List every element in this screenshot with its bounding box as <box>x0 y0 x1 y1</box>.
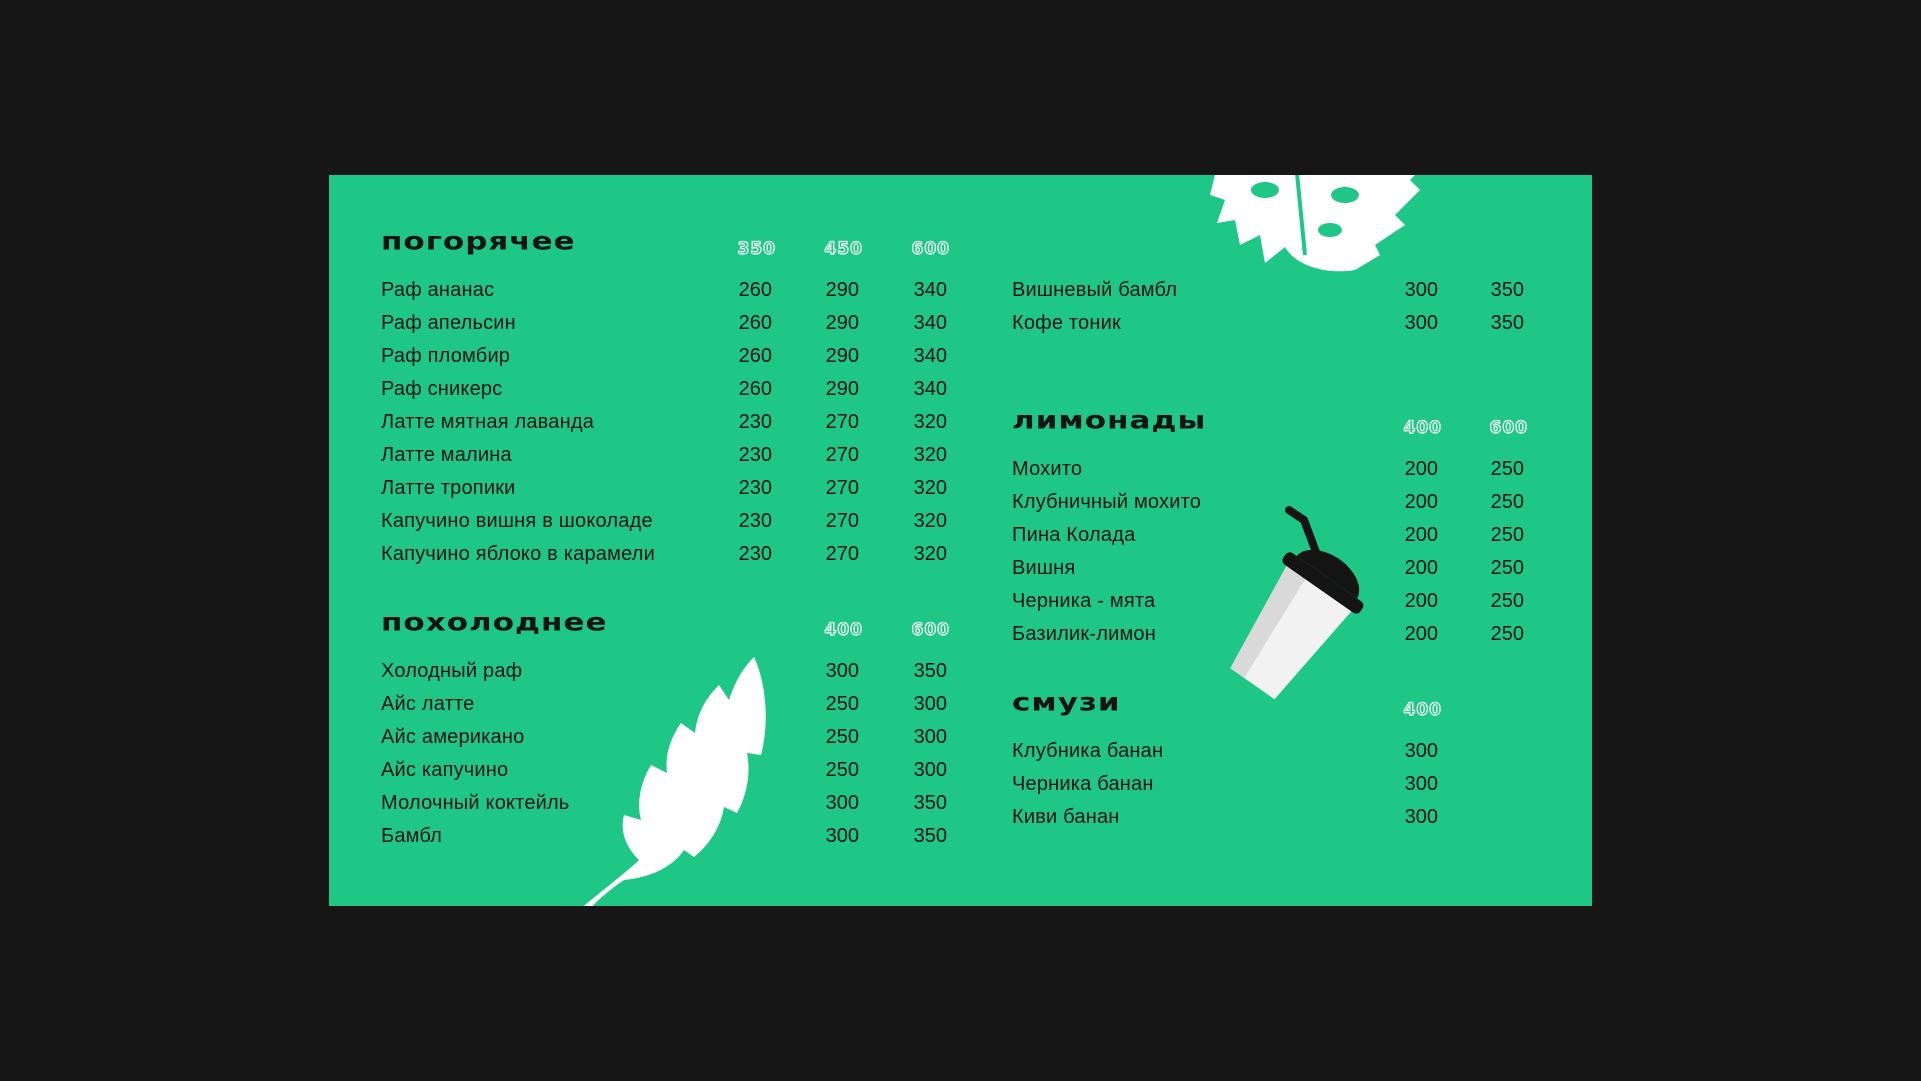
item-name: Клубничный мохито <box>1012 491 1202 513</box>
item-name: Кофе тоник <box>1012 312 1121 334</box>
item-price: 300 <box>913 693 947 715</box>
size-label: 400 <box>1403 418 1442 438</box>
menu-item <box>1012 740 1592 773</box>
item-name: Клубника банан <box>1012 740 1164 762</box>
section-header <box>1012 406 1592 446</box>
item-name: Мохито <box>1012 458 1083 480</box>
item-price: 300 <box>825 825 859 847</box>
item-name: Раф сникерс <box>381 378 503 400</box>
item-price: 320 <box>913 444 947 466</box>
item-price: 260 <box>738 378 772 400</box>
menu-item <box>381 345 971 378</box>
item-price: 350 <box>1490 312 1524 334</box>
menu-item <box>381 693 971 726</box>
item-price: 200 <box>1404 590 1438 612</box>
item-name: Капучино яблоко в карамели <box>381 543 655 565</box>
item-name: Айс латте <box>381 693 475 715</box>
menu-item <box>381 279 971 312</box>
item-price: 340 <box>913 279 947 301</box>
item-price: 300 <box>1404 312 1438 334</box>
section-title: погорячее <box>381 227 576 256</box>
item-name: Айс капучино <box>381 759 509 781</box>
menu-item <box>381 378 971 411</box>
item-price: 250 <box>825 759 859 781</box>
item-list <box>1012 279 1592 345</box>
section-title: лимонады <box>1012 406 1207 435</box>
item-name: Раф пломбир <box>381 345 511 367</box>
menu-item <box>381 477 971 510</box>
item-name: Киви банан <box>1012 806 1120 828</box>
menu-item <box>1012 312 1592 345</box>
item-price: 270 <box>825 477 859 499</box>
item-price: 340 <box>913 378 947 400</box>
item-price: 200 <box>1404 491 1438 513</box>
item-price: 200 <box>1404 524 1438 546</box>
item-price: 300 <box>913 726 947 748</box>
size-label: 400 <box>824 620 863 640</box>
menu-item <box>381 510 971 543</box>
section-lemonades <box>1012 406 1592 656</box>
item-price: 300 <box>1404 806 1438 828</box>
menu-item <box>1012 491 1592 524</box>
item-name: Айс американо <box>381 726 525 748</box>
item-name: Молочный коктейль <box>381 792 570 814</box>
section-title: похолоднее <box>381 608 608 637</box>
menu-item <box>1012 623 1592 656</box>
section-cold <box>381 608 971 858</box>
item-price: 250 <box>1490 524 1524 546</box>
item-price: 350 <box>913 660 947 682</box>
item-name: Раф апельсин <box>381 312 516 334</box>
item-price: 290 <box>825 312 859 334</box>
item-price: 250 <box>1490 557 1524 579</box>
size-label: 350 <box>737 239 776 259</box>
item-price: 300 <box>1404 773 1438 795</box>
item-price: 200 <box>1404 623 1438 645</box>
menu-item <box>1012 806 1592 839</box>
item-price: 230 <box>738 411 772 433</box>
size-label: 450 <box>824 239 863 259</box>
item-price: 200 <box>1404 557 1438 579</box>
item-price: 320 <box>913 477 947 499</box>
item-price: 270 <box>825 510 859 532</box>
menu-item <box>381 411 971 444</box>
size-label: 400 <box>1403 700 1442 720</box>
item-price: 350 <box>1490 279 1524 301</box>
item-name: Черника - мята <box>1012 590 1156 612</box>
item-price: 300 <box>825 792 859 814</box>
item-price: 290 <box>825 279 859 301</box>
menu-item <box>381 660 971 693</box>
item-price: 270 <box>825 411 859 433</box>
item-name: Вишневый бамбл <box>1012 279 1178 301</box>
menu-item <box>1012 458 1592 491</box>
item-price: 350 <box>913 792 947 814</box>
item-name: Капучино вишня в шоколаде <box>381 510 653 532</box>
item-name: Черника банан <box>1012 773 1154 795</box>
item-name: Холодный раф <box>381 660 523 682</box>
section-title: смузи <box>1012 688 1121 717</box>
item-price: 270 <box>825 543 859 565</box>
item-price: 350 <box>913 825 947 847</box>
item-name: Пина Колада <box>1012 524 1136 546</box>
item-price: 250 <box>1490 590 1524 612</box>
section-smoothies <box>1012 688 1592 839</box>
item-price: 260 <box>738 279 772 301</box>
item-list <box>1012 458 1592 656</box>
item-price: 230 <box>738 510 772 532</box>
item-price: 340 <box>913 312 947 334</box>
item-price: 250 <box>825 726 859 748</box>
menu-item <box>1012 557 1592 590</box>
item-price: 250 <box>1490 623 1524 645</box>
item-price: 300 <box>1404 740 1438 762</box>
menu-item <box>1012 590 1592 623</box>
item-price: 300 <box>913 759 947 781</box>
item-price: 290 <box>825 378 859 400</box>
menu-item <box>381 543 971 576</box>
item-price: 260 <box>738 312 772 334</box>
item-price: 270 <box>825 444 859 466</box>
menu-item <box>381 726 971 759</box>
item-price: 290 <box>825 345 859 367</box>
menu-item <box>381 825 971 858</box>
item-price: 230 <box>738 477 772 499</box>
item-name: Вишня <box>1012 557 1076 579</box>
item-name: Латте малина <box>381 444 512 466</box>
section-cold-continued <box>1012 279 1592 345</box>
item-name: Латте тропики <box>381 477 516 499</box>
item-price: 250 <box>825 693 859 715</box>
section-hot <box>381 227 971 576</box>
item-price: 250 <box>1490 491 1524 513</box>
item-price: 340 <box>913 345 947 367</box>
item-price: 250 <box>1490 458 1524 480</box>
item-name: Раф ананас <box>381 279 495 301</box>
size-label: 600 <box>911 239 950 259</box>
item-name: Бамбл <box>381 825 442 847</box>
item-price: 230 <box>738 444 772 466</box>
menu-item <box>381 444 971 477</box>
item-name: Латте мятная лаванда <box>381 411 595 433</box>
menu-item <box>381 312 971 345</box>
item-price: 300 <box>825 660 859 682</box>
monstera-leaf-icon <box>1205 175 1435 285</box>
size-label: 600 <box>1489 418 1528 438</box>
item-list <box>1012 740 1592 839</box>
item-name: Базилик-лимон <box>1012 623 1156 645</box>
section-header <box>381 608 971 648</box>
item-price: 320 <box>913 411 947 433</box>
item-price: 320 <box>913 543 947 565</box>
menu-board <box>329 175 1592 906</box>
item-price: 320 <box>913 510 947 532</box>
menu-item <box>1012 279 1592 312</box>
menu-item <box>1012 773 1592 806</box>
menu-item <box>1012 524 1592 557</box>
item-price: 300 <box>1404 279 1438 301</box>
size-label: 600 <box>911 620 950 640</box>
menu-item <box>381 759 971 792</box>
item-list <box>381 660 971 858</box>
item-price: 260 <box>738 345 772 367</box>
section-header <box>1012 688 1592 728</box>
section-header <box>381 227 971 267</box>
item-price: 230 <box>738 543 772 565</box>
item-price: 200 <box>1404 458 1438 480</box>
item-list <box>381 279 971 576</box>
menu-item <box>381 792 971 825</box>
